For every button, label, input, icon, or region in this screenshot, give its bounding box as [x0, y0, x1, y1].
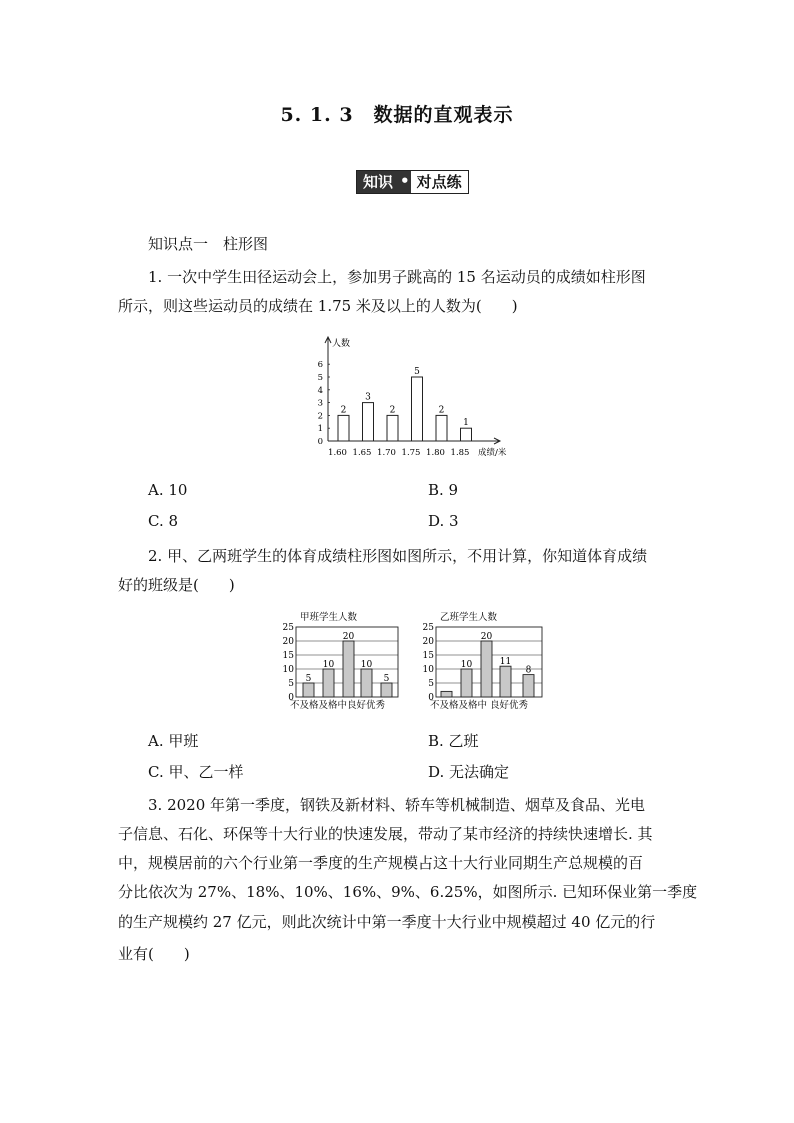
y-tick-label: 0: [428, 693, 434, 703]
q2-line2: 好的班级是( ): [118, 576, 235, 594]
chart-title: 乙班学生人数: [440, 612, 498, 623]
y-tick-label: 20: [422, 637, 434, 647]
x-axis-categories: 不及格及格中 良好优秀: [430, 700, 529, 711]
x-axis-label: 成绩/米: [478, 448, 507, 458]
section-badge: [356, 170, 469, 194]
bar: [412, 377, 423, 441]
x-tick-label: 1.70: [377, 448, 396, 458]
y-tick-label: 20: [282, 637, 294, 647]
y-tick-label: 25: [422, 623, 434, 633]
chart-title: 甲班学生人数: [300, 612, 358, 623]
x-tick-label: 1.60: [328, 448, 347, 458]
badge-left: 知识: [357, 171, 399, 193]
bar: [481, 641, 492, 697]
bar-value-label: 2: [438, 405, 445, 416]
bar-value-label: 10: [322, 660, 335, 670]
y-tick-label: 25: [282, 623, 294, 633]
q3-line1: 3. 2020 年第一季度，钢铁及新材料、轿车等机械制造、烟草及食品、光电: [148, 796, 646, 814]
x-tick-label: 1.80: [426, 448, 445, 458]
y-tick-label: 5: [288, 679, 294, 689]
y-axis-label: 人数: [332, 339, 351, 349]
q1-line2: 所示，则这些运动员的成绩在 1.75 米及以上的人数为( ): [118, 297, 518, 315]
bar: [436, 415, 447, 441]
bar: [381, 683, 392, 697]
q1-option-a[interactable]: A. 10: [148, 481, 188, 499]
bar-value-label: 5: [383, 674, 390, 684]
y-tick-label: 3: [317, 398, 323, 409]
class-jia-bar-chart: [280, 608, 402, 716]
y-tick-label: 5: [317, 373, 323, 383]
q1-option-d[interactable]: D. 3: [428, 512, 459, 530]
q3-line2: 子信息、石化、环保等十大行业的快速发展，带动了某市经济的持续快速增长. 其: [118, 825, 653, 843]
y-tick-label: 10: [282, 665, 294, 675]
bar-value-label: 8: [525, 665, 532, 676]
q2-option-a[interactable]: A. 甲班: [148, 732, 199, 750]
bar: [303, 683, 314, 697]
x-tick-label: 1.85: [450, 448, 470, 458]
class-yi-bar-chart: [420, 608, 546, 716]
bar-value-label: 3: [365, 392, 371, 403]
page-title: 5. 1. 3 数据的直观表示: [280, 104, 514, 126]
y-tick-label: 4: [317, 385, 323, 396]
q1-line1: 1. 一次中学生田径运动会上，参加男子跳高的 15 名运动员的成绩如柱形图: [148, 268, 646, 286]
y-tick-label: 15: [282, 651, 294, 661]
q3-line6: 业有( ): [118, 945, 190, 963]
bar: [500, 666, 511, 697]
q3-line3: 中，规模居前的六个行业第一季度的生产规模占这十大行业同期生产总规模的百: [118, 854, 644, 872]
high-jump-bar-chart: [300, 334, 530, 462]
badge-dot: •: [399, 171, 411, 193]
bar: [461, 428, 472, 441]
bar: [363, 403, 374, 441]
bar: [387, 415, 398, 441]
y-tick-label: 6: [317, 360, 323, 371]
y-tick-label: 0: [288, 693, 294, 703]
badge-right: 对点练: [411, 171, 468, 193]
q3-line4: 分比依次为 27%、18%、10%、16%、9%、6.25%，如图所示. 已知环保业第一季度: [118, 883, 698, 901]
q3-line5: 的生产规模约 27 亿元，则此次统计中第一季度十大行业中规模超过 40 亿元的行: [118, 913, 656, 931]
bar-value-label: 5: [414, 367, 420, 377]
bar-value-label: 11: [499, 657, 512, 668]
bar-value-label: 20: [480, 632, 493, 642]
q2-option-b[interactable]: B. 乙班: [428, 732, 479, 750]
q1-option-c[interactable]: C. 8: [148, 512, 179, 530]
x-tick-label: 1.65: [352, 448, 372, 458]
bar-value-label: 10: [460, 660, 473, 670]
y-tick-label: 15: [422, 651, 434, 661]
bar-value-label: 20: [342, 632, 355, 642]
bar-value-label: 2: [340, 405, 347, 416]
q1-option-b[interactable]: B. 9: [428, 481, 459, 499]
section-heading: 知识点一 柱形图: [148, 235, 269, 253]
bar: [441, 691, 452, 697]
y-tick-label: 5: [428, 679, 434, 689]
bar-value-label: 5: [305, 674, 312, 684]
x-axis-categories: 不及格及格中良好优秀: [290, 700, 386, 711]
bar: [343, 641, 354, 697]
bar-value-label: 10: [360, 660, 373, 670]
bar: [461, 669, 472, 697]
y-tick-label: 10: [422, 665, 434, 675]
bar: [338, 415, 349, 441]
x-tick-label: 1.75: [401, 448, 421, 458]
q2-option-d[interactable]: D. 无法确定: [428, 763, 510, 781]
bar-value-label: 2: [389, 405, 396, 416]
bar: [523, 675, 534, 697]
y-tick-label: 2: [317, 411, 323, 422]
bar-value-label: 1: [463, 418, 469, 429]
y-tick-label: 1: [317, 424, 323, 435]
bar: [323, 669, 334, 697]
bar: [361, 669, 372, 697]
q2-line1: 2. 甲、乙两班学生的体育成绩柱形图如图所示，不用计算，你知道体育成绩: [148, 547, 648, 565]
y-tick-label: 0: [317, 437, 323, 447]
q2-option-c[interactable]: C. 甲、乙一样: [148, 763, 244, 781]
